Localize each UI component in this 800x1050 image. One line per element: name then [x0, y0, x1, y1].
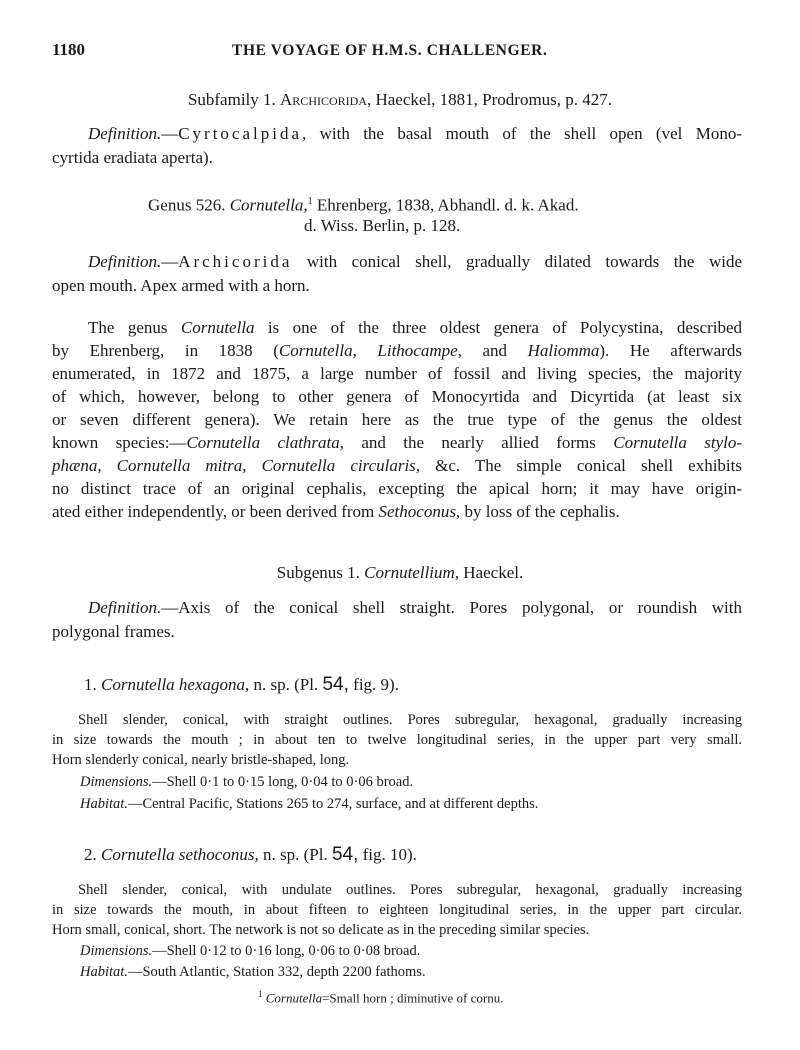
genus-definition-line-2: open mouth. Apex armed with a horn. [52, 276, 310, 295]
definition-label: Definition. [88, 124, 162, 143]
paragraph-line-9: ated either independently, or been derived from Sethoconus, by loss of the cephalis. [52, 502, 620, 521]
species-name: Cornutella sethoconus, [101, 845, 259, 864]
species-2-dimensions: Dimensions.—Shell 0·12 to 0·16 long, 0·06 to 0·08 broad. [80, 943, 421, 959]
paragraph-line-6: known species:—Cornutella clathrata, and the nearly allied forms Cornutella stylo- [52, 433, 743, 452]
footnote-marker: 1 [307, 196, 313, 207]
genus-heading-line-1: Genus 526. Cornutella,$^1$ Ehrenberg, 1838, Abhandl. d. k. Akad. [148, 195, 579, 215]
plate-number: 54, [322, 674, 349, 695]
species-2-description-line-1: Shell slender, conical, with undulate outlines. Pores subregular, hexagonal, gradually increasing [78, 882, 742, 898]
paragraph-line-2: by Ehrenberg, in 1838 (Cornutella, Lithocampe, and Haliomma). He afterwards [52, 341, 742, 360]
plate-number: 54, [331, 844, 359, 865]
definition-label: Definition. [88, 598, 162, 617]
species-1-habitat: Habitat.—Central Pacific, Stations 265 to 274, surface, and at different depths. [80, 796, 539, 812]
footnote: $^1$ Cornutella=Small horn ; diminutive of cornu. [258, 989, 504, 1006]
subgenus-name: Cornutellium, [364, 563, 460, 582]
paragraph-line-4: of which, however, belong to other genera of Monocyrtida and Dicyrtida (at least six [52, 387, 742, 406]
subgenus-heading: Subgenus 1. Cornutellium, Haeckel. [276, 563, 524, 582]
genus-heading-line-2: d. Wiss. Berlin, p. 128. [304, 216, 461, 235]
species-2-description-line-2: in size towards the mouth, in about fifteen to eighteen longitudinal series, in the upper part circular. [52, 902, 742, 918]
genus-definition-line-1: Definition.—Archicorida with conical shell, gradually dilated towards the wide [88, 252, 742, 271]
paragraph-line-7: phæna, Cornutella mitra, Cornutella circularis, &c. The simple conical shell exhibits [52, 456, 742, 475]
species-1-heading: 1. Cornutella hexagona, n. sp. (Pl. 54, fig. 9). [84, 674, 399, 695]
species-2-description-line-3: Horn small, conical, short. The network is not so delicate as in the preceding similar species. [52, 922, 590, 938]
paragraph-line-5: or seven different genera). We retain here as the true type of the genus the oldest [52, 410, 742, 429]
species-1-description-line-1: Shell slender, conical, with straight outlines. Pores subregular, hexagonal, gradually increasing [78, 712, 742, 728]
spaced-term: Cyrtocalpida [178, 124, 303, 143]
subfamily-definition-line-2: cyrtida eradiata aperta). [52, 148, 213, 167]
paragraph-line-8: no distinct trace of an original cephalis, excepting the apical horn; it may have origin- [52, 479, 742, 498]
subgenus-definition-line-1: Definition.—Axis of the conical shell straight. Pores polygonal, or roundish with [88, 598, 742, 617]
definition-label: Definition. [88, 252, 162, 271]
genus-name: Cornutella, [229, 195, 308, 215]
species-2-heading: 2. Cornutella sethoconus, n. sp. (Pl. 54, fig. 10). [84, 844, 417, 865]
species-2-habitat: Habitat.—South Atlantic, Station 332, depth 2200 fathoms. [80, 964, 426, 980]
spaced-term: Archicorida [178, 252, 293, 271]
page-number: 1180 [52, 40, 86, 59]
subgenus-definition-line-2: polygonal frames. [52, 622, 175, 641]
subfamily-heading: Subfamily 1. Archicorida, Haeckel, 1881, Prodromus, p. 427. [187, 90, 613, 109]
subfamily-name: Archicorida [280, 90, 367, 109]
species-name: Cornutella hexagona, [101, 675, 250, 694]
running-title: THE VOYAGE OF H.M.S. CHALLENGER. [232, 42, 548, 59]
paragraph-line-1: The genus Cornutella is one of the three oldest genera of Polycystina, described [88, 318, 742, 337]
species-1-description-line-3: Horn slenderly conical, nearly bristle-shaped, long. [52, 752, 350, 768]
footnote-term: Cornutella [265, 990, 323, 1006]
species-1-description-line-2: in size towards the mouth ; in about ten to twelve longitudinal series, in the upper part very small. [52, 732, 742, 748]
paragraph-line-3: enumerated, in 1872 and 1875, a large number of fossil and living species, the majority [52, 364, 742, 383]
subfamily-definition-line-1: Definition.—Cyrtocalpida, with the basal mouth of the shell open (vel Mono- [88, 124, 742, 143]
species-1-dimensions: Dimensions.—Shell 0·1 to 0·15 long, 0·04 to 0·06 broad. [80, 774, 414, 790]
